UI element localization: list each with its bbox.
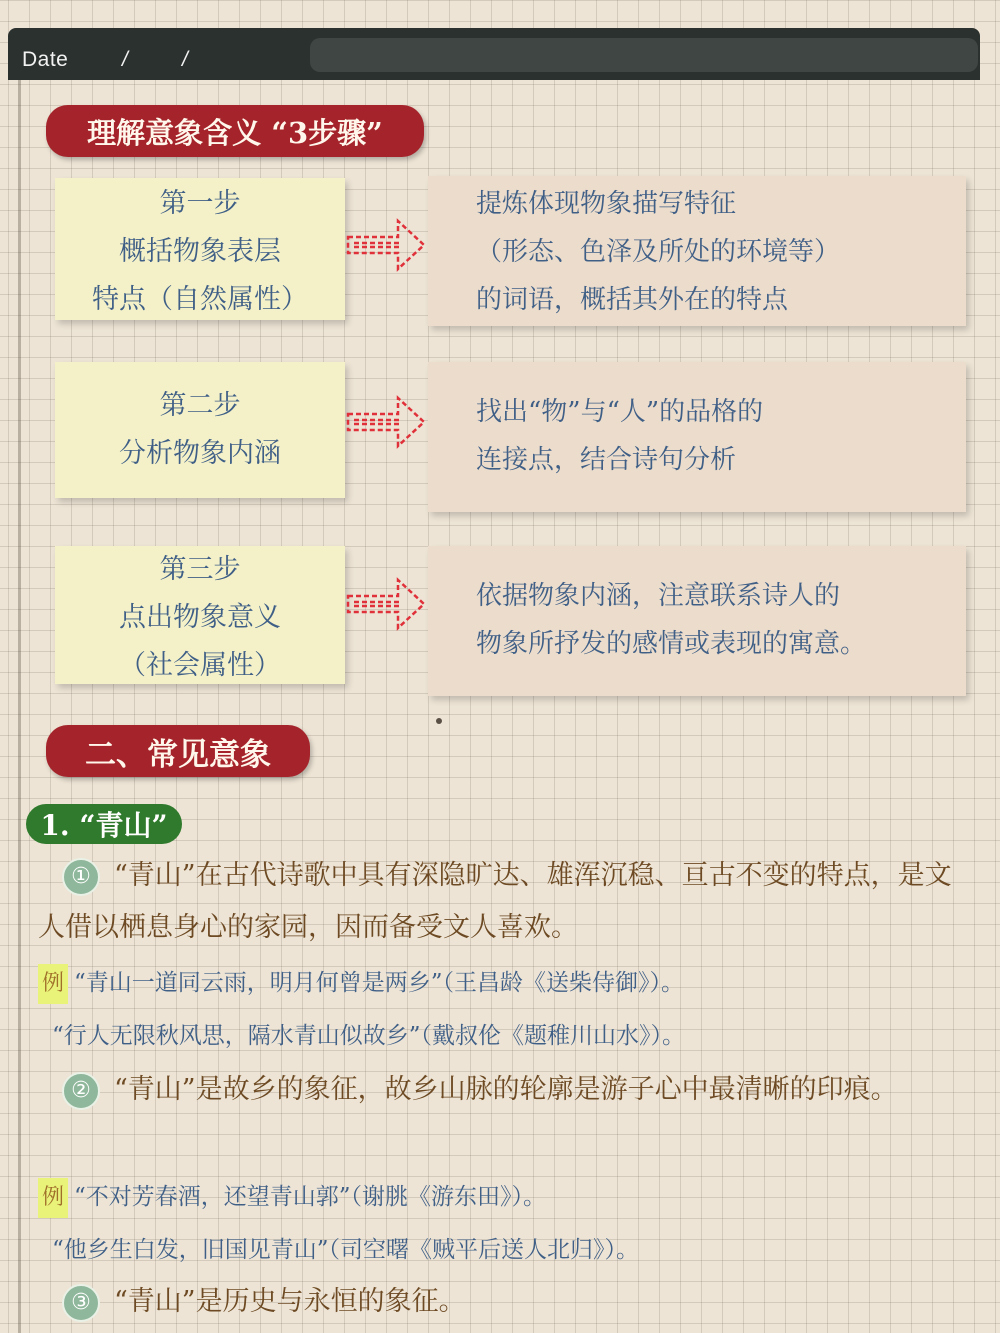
desc-line: 依据物象内涵，注意联系诗人的 [476,581,841,611]
date-slash: / [182,48,188,71]
desc-line: 连接点，结合诗句分析 [476,445,737,475]
point-text: “青山”在古代诗歌中具有深隐旷达、雄浑沉稳、亘古不变的特点，是文人借以栖息身心的家园，因而备受文人喜欢。 [38,860,952,943]
arrow-right-icon [346,215,428,275]
step-text: 概括物象表层 [119,236,281,267]
title-input-bar[interactable] [310,38,978,72]
date-slash: / [122,48,128,71]
desc-line: 的词语，概括其外在的特点 [476,285,789,315]
step-desc-1 [428,176,966,326]
item-tag-qingshan: 1. “青山” [26,804,182,844]
margin-rule [18,80,21,1333]
step-desc-3 [428,546,966,696]
point-3 [38,1276,968,1328]
example-line [52,1016,685,1056]
step-box-1 [55,178,345,320]
number-circle: ① [62,858,100,896]
example-line [52,1230,639,1270]
example-badge: 例 [38,964,68,1004]
step-text: 点出物象意义 [119,602,281,633]
desc-line: 提炼体现物象描写特征 [476,189,737,219]
desc-line: 找出“物”与“人”的品格的 [476,397,764,427]
desc-line: 物象所抒发的感情或表现的寓意。 [476,629,867,659]
example-text: “他乡生白发，旧国见青山”（司空曙《贼平后送人北归》）。 [52,1237,640,1263]
point-text: “青山”是历史与永恒的象征。 [114,1286,466,1317]
step-box-2 [55,362,345,498]
step-heading: 第三步 [159,554,241,585]
point-1 [38,850,968,954]
number-circle: ③ [62,1284,100,1322]
example-badge: 例 [38,1178,68,1218]
desc-line: （形态、色泽及所处的环境等） [476,237,841,267]
step-text: 特点（自然属性） [92,284,308,315]
arrow-right-icon [346,392,428,452]
step-heading: 第一步 [159,188,241,219]
ink-dot [436,718,442,724]
step-heading: 第二步 [159,390,241,421]
point-2 [38,1064,968,1116]
example-line [38,1177,546,1218]
arrow-right-icon [346,574,428,634]
example-text: “行人无限秋风思，隔水青山似故乡”（戴叔伦《题稚川山水》）。 [52,1023,686,1049]
point-text: “青山”是故乡的象征，故乡山脉的轮廓是游子心中最清晰的印痕。 [114,1074,898,1105]
example-line [38,963,684,1004]
step-text: （社会属性） [119,650,281,681]
step-desc-2 [428,362,966,512]
date-label: Date [22,48,69,71]
example-text: “青山一道同云雨，明月何曾是两乡”（王昌龄《送柴侍御》）。 [74,970,685,996]
example-text: “不对芳春酒，还望青山郭”（谢朓《游东田》）。 [74,1184,547,1210]
section-title-steps: 理解意象含义 “3步骤” [46,105,424,157]
step-box-3 [55,546,345,684]
number-circle: ② [62,1072,100,1110]
step-text: 分析物象内涵 [119,438,281,469]
section-title-common-images: 二、常见意象 [46,725,310,777]
